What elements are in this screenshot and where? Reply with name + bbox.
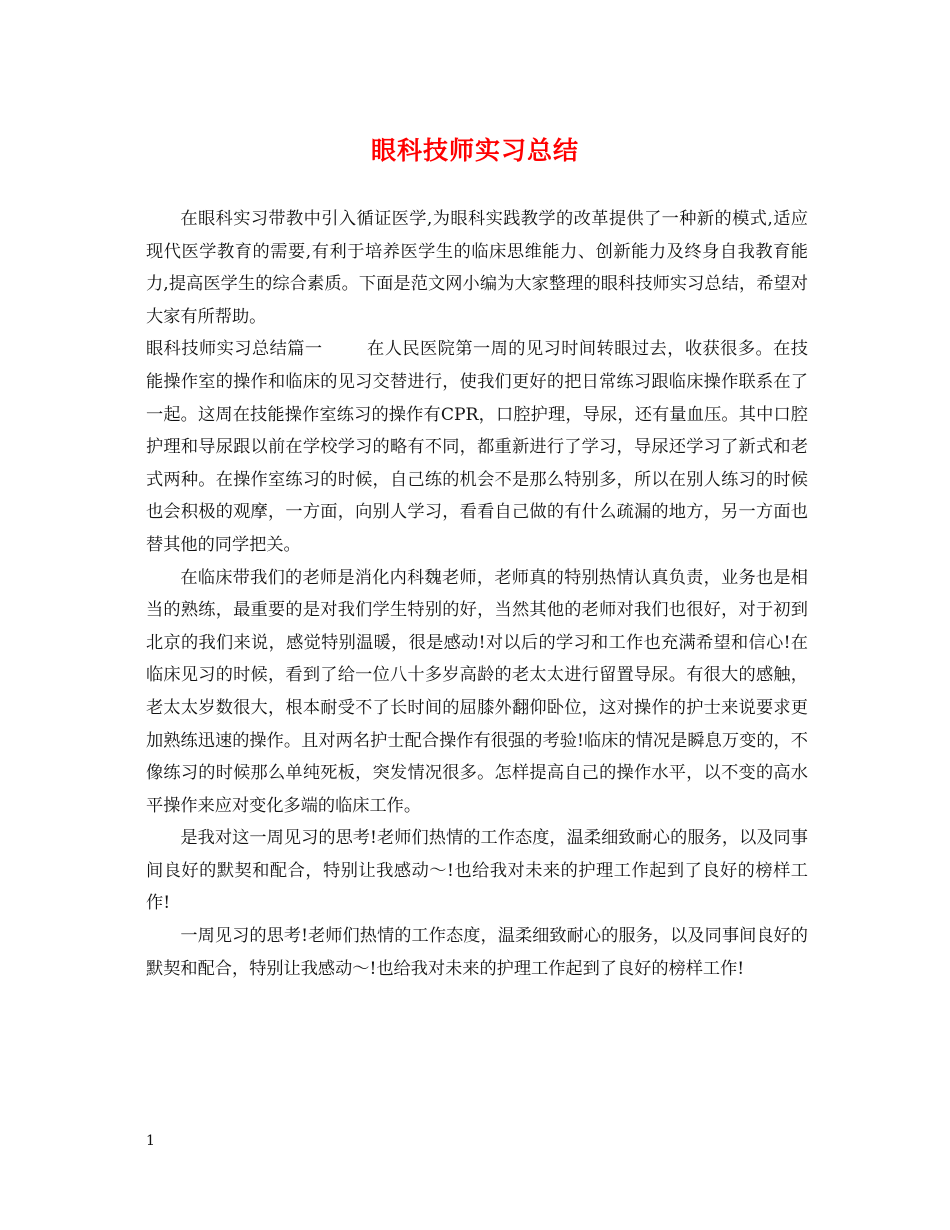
document-title: 眼科技师实习总结 [370,136,579,165]
paragraph-3: 是我对这一周见习的思考!老师们热情的工作态度，温柔细致耐心的服务，以及同事间良好的默契和配合，特别让我感动～!也给我对未来的护理工作起到了良好的榜样工作! [146,828,808,914]
page-number: 1 [146,1133,155,1149]
paragraph-2: 在临床带我们的老师是消化内科魏老师，老师真的特别热情认真负责，业务也是相当的熟练，最重要的是对我们学生特别的好，当然其他的老师对我们也很好，对于初到北京的我们来说，感觉特别温暖，很是感动!对以后的学习和工作也充满希望和信心!在临床见习的时候，看到了给一位八十多岁高龄的老太太进行留置导尿。有很大的感触，老太太岁数很大，根本耐受不了长时间的屈膝外翻仰卧位，这对操作的护士来说要求更加熟练迅速的操作。且对两名护士配合操作有很强的考验!临床的情况是瞬息万变的，不像练习的时候那么单纯死板，突发情况很多。怎样提高自己的操作水平，以不变的高水平操作来应对变化多端的临床工作。 [146,567,808,816]
document-body [146,203,808,985]
paragraph-4: 一周见习的思考!老师们热情的工作态度，温柔细致耐心的服务，以及同事间良好的默契和配合，特别让我感动～!也给我对未来的护理工作起到了良好的榜样工作! [146,926,808,979]
section-lead: 在人民医院第一周的见习时间转眼过去，收获很多。在技能操作室的操作和临床的见习交替进行，使我们更好的把日常练习跟临床操作联系在了一起。这周在技能操作室练习的操作有CPR，口腔护理，导尿，还有量血压。其中口腔护理和导尿跟以前在学校学习的略有不同，都重新进行了学习，导尿还学习了新式和老式两种。在操作室练习的时候，自己练的机会不是那么特别多，所以在别人练习的时候也会积极的观摩，一方面，向别人学习，看看自己做的有什么疏漏的地方，另一方面也替其他的同学把关。 [146,339,808,555]
section-paragraph [146,333,808,561]
intro-paragraph: 在眼科实习带教中引入循证医学,为眼科实践教学的改革提供了一种新的模式,适应现代医学教育的需要,有利于培养医学生的临床思维能力、创新能力及终身自我教育能力,提高医学生的综合素质。下面是范文网小编为大家整理的眼科技师实习总结，希望对大家有所帮助。 [146,209,808,327]
section-heading: 眼科技师实习总结篇一 [146,339,323,360]
